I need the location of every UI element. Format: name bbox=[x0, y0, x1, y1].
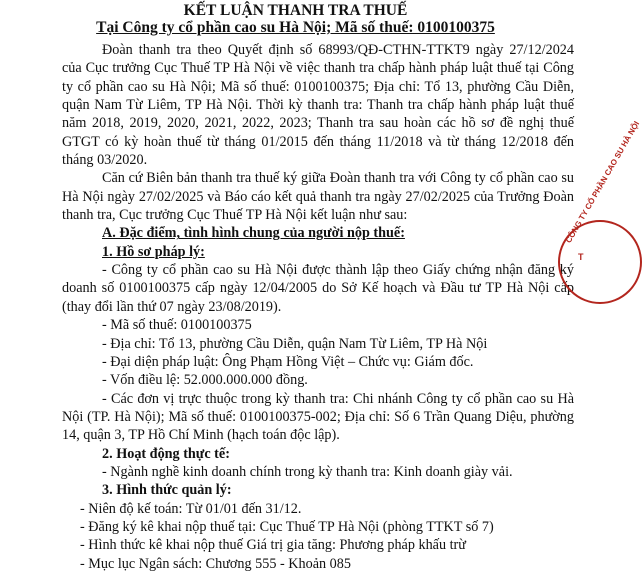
legal-registration-item: - Công ty cổ phần cao su Hà Nội được thành lập theo Giấy chứng nhận đăng ký doanh số 0100100375 cấp ngày 12/04/2005 do Sở Kế hoạch và Đầu tư TP Hà Nội cấp (thay đổi lần thứ 07 ngày 23/08/2019). bbox=[62, 262, 574, 315]
stamp-text: CÔNG TY CỔ PHẦN CAO SU HÀ NỘI bbox=[564, 119, 642, 245]
legal-representative-item: - Đại diện pháp luật: Ông Phạm Hồng Việt – Chức vụ: Giám đốc. bbox=[102, 353, 474, 370]
budget-chapter-item: - Mục lục Ngân sách: Chương 555 - Khoản 085 bbox=[80, 555, 351, 572]
document-body bbox=[62, 41, 574, 573]
intro-paragraph: Đoàn thanh tra theo Quyết định số 68993/QĐ-CTHN-TTKT9 ngày 27/12/2024 của Cục trưởng Cục Thuế TP Hà Nội về việc thanh tra chấp hành pháp luật thuế tại Công ty cổ phần cao su Hà Nội; Mã số thuế: 0100100375; Địa chỉ: Tổ 13, phường Cầu Diễn, quận Nam Từ Liêm, TP Hà Nội. Thời kỳ thanh tra: Thanh tra chấp hành pháp luật thuế năm 2018, 2019, 2020, 2021, 2022, 2023; Thanh tra sau hoàn các hồ sơ đề nghị thuế GTGT có kỳ hoàn thuế từ tháng 01/2015 đến tháng 11/2018 và từ tháng 12/2018 đến tháng 03/2020. bbox=[62, 42, 574, 169]
tax-code-item: - Mã số thuế: 0100100375 bbox=[102, 317, 252, 334]
charter-capital-item: - Vốn điều lệ: 52.000.000.000 đồng. bbox=[102, 372, 308, 389]
section-1-heading: 1. Hồ sơ pháp lý: bbox=[102, 243, 205, 260]
section-2-heading: 2. Hoạt động thực tế: bbox=[102, 445, 230, 462]
fiscal-year-item: - Niên độ kế toán: Từ 01/01 đến 31/12. bbox=[80, 500, 302, 517]
vat-method-item: - Hình thức kê khai nộp thuế Giá trị gia tăng: Phương pháp khấu trừ bbox=[80, 537, 466, 554]
basis-paragraph: Căn cứ Biên bản thanh tra thuế ký giữa Đoàn thanh tra với Công ty cổ phần cao su Hà Nội ngày 27/02/2025 và Báo cáo kết quả thanh tra ngày 27/02/2025 của Trưởng Đoàn thanh tra, Cục trưởng Cục Thuế TP Hà Nội kết luận như sau: bbox=[62, 170, 574, 224]
tax-registration-item: - Đăng ký kê khai nộp thuế tại: Cục Thuế TP Hà Nội (phòng TTKT số 7) bbox=[80, 518, 494, 535]
company-seal-stamp bbox=[558, 119, 642, 304]
document-title: KẾT LUẬN THANH TRA THUẾ bbox=[183, 2, 408, 19]
section-a-heading: A. Đặc điểm, tình hình chung của người nộp thuế: bbox=[102, 225, 405, 242]
stamp-letter: T bbox=[578, 252, 584, 262]
document-subtitle: Tại Công ty cổ phần cao su Hà Nội; Mã số thuế: 0100100375 bbox=[96, 19, 495, 36]
address-item: - Địa chỉ: Tổ 13, phường Cầu Diễn, quận Nam Từ Liêm, TP Hà Nội bbox=[102, 335, 488, 352]
subsidiary-item: - Các đơn vị trực thuộc trong kỳ thanh tra: Chi nhánh Công ty cổ phần cao su Hà Nội (TP. Hà Nội); Mã số thuế: 0100100375-002; Địa chỉ: Số 6 Trần Quang Diệu, phường 14, quận 3, TP Hồ Chí Minh (hạch toán độc lập). bbox=[62, 390, 574, 444]
section-3-heading: 3. Hình thức quản lý: bbox=[102, 482, 232, 499]
business-line-item: - Ngành nghề kinh doanh chính trong kỳ thanh tra: Kinh doanh giày vải. bbox=[102, 463, 513, 480]
